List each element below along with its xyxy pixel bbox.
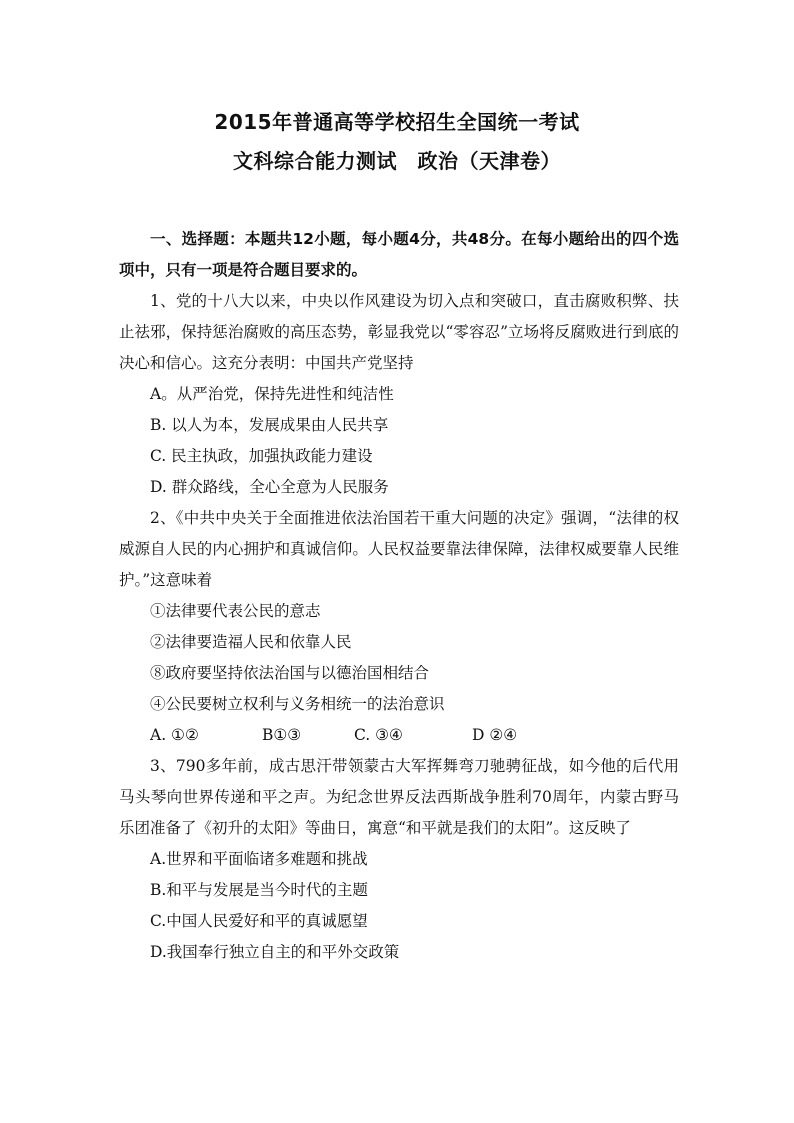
question-1-option-b: B. 以人为本，发展成果由人民共享 [150, 416, 389, 434]
question-1-option-a: A。从严治党，保持先进性和纯洁性 [150, 385, 394, 403]
question-3-option-a: A.世界和平面临诸多难题和挑战 [150, 850, 368, 868]
question-1-option-c: C. 民主执政，加强执政能力建设 [150, 447, 373, 465]
question-2-options [119, 720, 679, 751]
question-2-option-a: A. ①② [150, 726, 199, 744]
question-2-option-c: C. ③④ [354, 726, 403, 744]
question-3-option-c: C.中国人民爱好和平的真诚愿望 [150, 912, 368, 930]
question-2-statement-2: ②法律要造福人民和依靠人民 [150, 633, 352, 651]
exam-subtitle: 文科综合能力测试 政治（天津卷） [233, 149, 561, 173]
question-1-stem: 1、党的十八大以来，中央以作风建设为切入点和突破口，直击腐败积弊、扶止祛邪，保持惩治腐败的高压态势，彰显我党以“零容忍”立场将反腐败进行到底的决心和信心。这充分表明：中国共产党坚持 [119, 292, 679, 372]
question-2-statement-3: ⑧政府要坚持依法治国与以德治国相结合 [150, 664, 430, 682]
question-2-stem: 2、《中共中央关于全面推进依法治国若干重大问题的决定》强调，“法律的权威源自人民的内心拥护和真诚信仰。人民权益要靠法律保障，法律权威要靠人民维护。”这意味着 [119, 509, 679, 589]
section-heading: 一、选择题：本题共12小题，每小题4分，共48分。在每小题给出的四个选项中，只有一项是符合题目要求的。 [119, 230, 679, 279]
question-2-statement-4: ④公民要树立权利与义务相统一的法治意识 [150, 695, 445, 713]
question-3-option-d: D.我国奉行独立自主的和平外交政策 [150, 943, 400, 961]
question-2-option-d: D ②④ [472, 726, 518, 744]
exam-title: 2015年普通高等学校招生全国统一考试 [214, 110, 580, 134]
question-3-option-b: B.和平与发展是当今时代的主题 [150, 881, 368, 899]
question-2-option-b: B①③ [262, 726, 302, 744]
question-1-option-d: D. 群众路线，全心全意为人民服务 [150, 478, 389, 496]
exam-body [119, 224, 679, 968]
question-3-stem: 3、790多年前，成古思汗带领蒙古大军挥舞弯刀驰骋征战，如今他的后代用马头琴向世界传递和平之声。为纪念世界反法西斯战争胜利70周年，内蒙古野马乐团准备了《初升的太阳》等曲日，寓意“和平就是我们的太阳”。这反映了 [119, 757, 679, 837]
question-2-statement-1: ①法律要代表公民的意志 [150, 602, 321, 620]
